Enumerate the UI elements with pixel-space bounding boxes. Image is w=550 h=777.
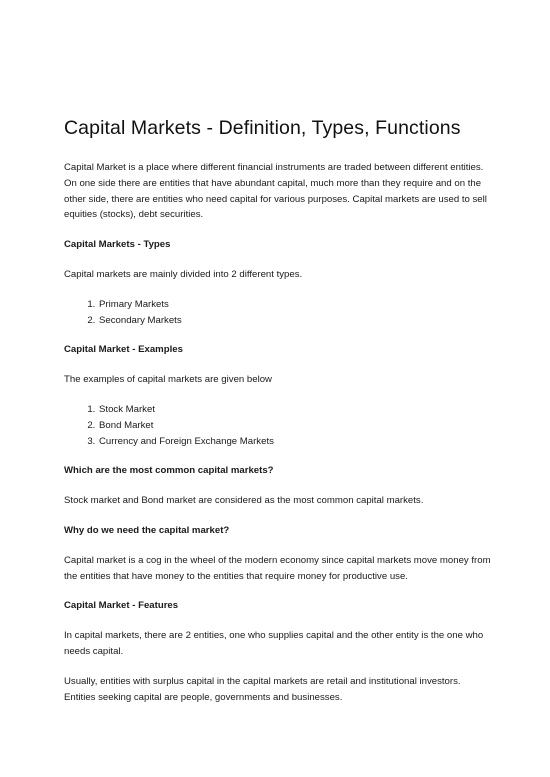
common-heading: Which are the most common capital markets?	[64, 465, 274, 477]
examples-list	[64, 402, 494, 449]
types-heading: Capital Markets - Types	[64, 239, 171, 251]
types-list	[64, 297, 494, 329]
examples-paragraph: The examples of capital markets are given below	[64, 374, 272, 386]
list-item: 3. Currency and Foreign Exchange Markets	[98, 434, 494, 450]
list-item: 2. Secondary Markets	[98, 313, 494, 329]
need-paragraph: Capital market is a cog in the wheel of the modern economy since capital markets move money from the entities that have money to the entities that require money for productive use.	[64, 554, 491, 582]
document-title: Capital Markets - Definition, Types, Functions	[64, 117, 461, 139]
common-paragraph: Stock market and Bond market are considered as the most common capital markets.	[64, 495, 424, 507]
examples-heading: Capital Market - Examples	[64, 344, 183, 356]
features-heading: Capital Market - Features	[64, 600, 179, 612]
list-item: 2. Bond Market	[98, 418, 494, 434]
types-paragraph: Capital markets are mainly divided into 2 different types.	[64, 268, 303, 280]
need-heading: Why do we need the capital market?	[64, 524, 230, 536]
list-item: 1. Primary Markets	[98, 297, 494, 313]
features-paragraph-2: Usually, entities with surplus capital in the capital markets are retail and institutional investors. Entities seeking capital are people, governments and businesses.	[64, 675, 461, 703]
intro-paragraph: Capital Market is a place where different financial instruments are traded between different entities. On one side there are entities that have abundant capital, much more than they require and on the other side, there are entities who need capital for various purposes. Capital markets are used to sell equities (stocks), debt securities.	[64, 162, 487, 221]
features-paragraph-1: In capital markets, there are 2 entities, one who supplies capital and the other entity is the one who needs capital.	[64, 630, 484, 657]
document-body	[64, 116, 494, 719]
list-item: 1. Stock Market	[98, 402, 494, 418]
